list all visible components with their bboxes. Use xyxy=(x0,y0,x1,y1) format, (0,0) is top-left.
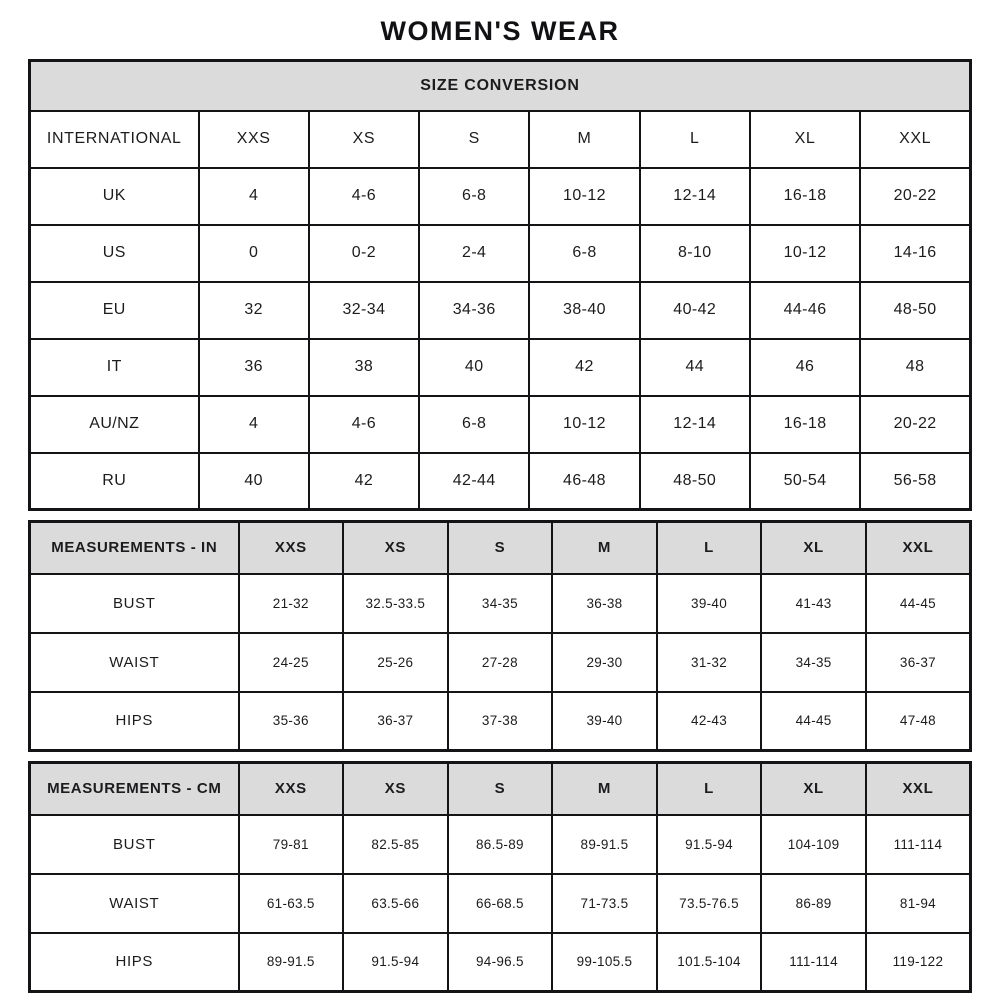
value-cell: 4-6 xyxy=(309,168,419,225)
value-cell: 48 xyxy=(860,339,970,396)
measurements-cm-table-body xyxy=(30,763,971,992)
value-cell: 46-48 xyxy=(529,453,639,510)
value-cell: 89-91.5 xyxy=(239,933,344,992)
value-cell: 99-105.5 xyxy=(552,933,657,992)
table-row xyxy=(30,574,971,633)
value-cell: 61-63.5 xyxy=(239,874,344,933)
value-cell: 25-26 xyxy=(343,633,448,692)
value-cell: 119-122 xyxy=(866,933,971,992)
value-cell: 34-36 xyxy=(419,282,529,339)
value-cell: 40 xyxy=(419,339,529,396)
value-cell: 111-114 xyxy=(866,815,971,874)
value-cell: 4-6 xyxy=(309,396,419,453)
row-label: US xyxy=(30,225,199,282)
column-header-cell: XXS xyxy=(239,763,344,815)
value-cell: 89-91.5 xyxy=(552,815,657,874)
row-label: BUST xyxy=(30,815,239,874)
value-cell: 44-45 xyxy=(866,574,971,633)
value-cell: 82.5-85 xyxy=(343,815,448,874)
value-cell: 101.5-104 xyxy=(657,933,762,992)
measurements-in-table-body xyxy=(30,522,971,751)
row-label: BUST xyxy=(30,574,239,633)
value-cell: 104-109 xyxy=(761,815,866,874)
value-cell: 86-89 xyxy=(761,874,866,933)
column-header-cell: XS xyxy=(343,522,448,574)
column-header-cell: XS xyxy=(309,111,419,168)
row-label: AU/NZ xyxy=(30,396,199,453)
value-cell: 36 xyxy=(199,339,309,396)
row-label: HIPS xyxy=(30,933,239,992)
column-header-cell: XL xyxy=(761,763,866,815)
table-header-label: MEASUREMENTS - IN xyxy=(30,522,239,574)
value-cell: 32.5-33.5 xyxy=(343,574,448,633)
column-header-cell: XL xyxy=(761,522,866,574)
row-label: IT xyxy=(30,339,199,396)
value-cell: 20-22 xyxy=(860,396,970,453)
size-conversion-table xyxy=(28,59,972,511)
table-row xyxy=(30,692,971,751)
column-header-row xyxy=(30,111,971,168)
value-cell: 12-14 xyxy=(640,168,750,225)
column-header-cell: XXL xyxy=(866,522,971,574)
value-cell: 38 xyxy=(309,339,419,396)
value-cell: 40-42 xyxy=(640,282,750,339)
column-header-row xyxy=(30,522,971,574)
column-header-cell: XS xyxy=(343,763,448,815)
value-cell: 48-50 xyxy=(640,453,750,510)
value-cell: 40 xyxy=(199,453,309,510)
table-header-label: MEASUREMENTS - CM xyxy=(30,763,239,815)
table-header-band: SIZE CONVERSION xyxy=(30,61,971,111)
table-row xyxy=(30,453,971,510)
value-cell: 32-34 xyxy=(309,282,419,339)
value-cell: 42 xyxy=(309,453,419,510)
value-cell: 39-40 xyxy=(552,692,657,751)
column-header-cell: L xyxy=(657,763,762,815)
column-header-cell: XXS xyxy=(199,111,309,168)
table-row xyxy=(30,396,971,453)
value-cell: 10-12 xyxy=(750,225,860,282)
value-cell: 0 xyxy=(199,225,309,282)
value-cell: 6-8 xyxy=(419,168,529,225)
value-cell: 37-38 xyxy=(448,692,553,751)
value-cell: 66-68.5 xyxy=(448,874,553,933)
value-cell: 16-18 xyxy=(750,396,860,453)
value-cell: 35-36 xyxy=(239,692,344,751)
column-header-cell: INTERNATIONAL xyxy=(30,111,199,168)
value-cell: 36-37 xyxy=(866,633,971,692)
value-cell: 34-35 xyxy=(761,633,866,692)
size-conversion-table-body xyxy=(30,61,971,510)
table-row xyxy=(30,168,971,225)
value-cell: 6-8 xyxy=(529,225,639,282)
value-cell: 91.5-94 xyxy=(343,933,448,992)
value-cell: 2-4 xyxy=(419,225,529,282)
value-cell: 46 xyxy=(750,339,860,396)
value-cell: 48-50 xyxy=(860,282,970,339)
value-cell: 63.5-66 xyxy=(343,874,448,933)
value-cell: 4 xyxy=(199,396,309,453)
value-cell: 50-54 xyxy=(750,453,860,510)
value-cell: 79-81 xyxy=(239,815,344,874)
column-header-cell: M xyxy=(529,111,639,168)
column-header-cell: XL xyxy=(750,111,860,168)
value-cell: 14-16 xyxy=(860,225,970,282)
value-cell: 47-48 xyxy=(866,692,971,751)
value-cell: 32 xyxy=(199,282,309,339)
table-row xyxy=(30,874,971,933)
measurements-cm-table xyxy=(28,761,972,993)
table-row xyxy=(30,815,971,874)
table-row xyxy=(30,225,971,282)
value-cell: 81-94 xyxy=(866,874,971,933)
value-cell: 44 xyxy=(640,339,750,396)
row-label: WAIST xyxy=(30,633,239,692)
value-cell: 8-10 xyxy=(640,225,750,282)
value-cell: 36-38 xyxy=(552,574,657,633)
column-header-cell: S xyxy=(448,763,553,815)
value-cell: 42-44 xyxy=(419,453,529,510)
column-header-cell: S xyxy=(419,111,529,168)
value-cell: 91.5-94 xyxy=(657,815,762,874)
value-cell: 111-114 xyxy=(761,933,866,992)
row-label: EU xyxy=(30,282,199,339)
value-cell: 36-37 xyxy=(343,692,448,751)
table-row xyxy=(30,633,971,692)
column-header-cell: M xyxy=(552,763,657,815)
value-cell: 24-25 xyxy=(239,633,344,692)
value-cell: 6-8 xyxy=(419,396,529,453)
table-header-band-row xyxy=(30,61,971,111)
value-cell: 44-45 xyxy=(761,692,866,751)
value-cell: 94-96.5 xyxy=(448,933,553,992)
value-cell: 20-22 xyxy=(860,168,970,225)
row-label: UK xyxy=(30,168,199,225)
value-cell: 21-32 xyxy=(239,574,344,633)
value-cell: 86.5-89 xyxy=(448,815,553,874)
value-cell: 10-12 xyxy=(529,168,639,225)
value-cell: 44-46 xyxy=(750,282,860,339)
column-header-row xyxy=(30,763,971,815)
table-row xyxy=(30,282,971,339)
value-cell: 38-40 xyxy=(529,282,639,339)
value-cell: 56-58 xyxy=(860,453,970,510)
value-cell: 10-12 xyxy=(529,396,639,453)
value-cell: 41-43 xyxy=(761,574,866,633)
measurements-in-table xyxy=(28,520,972,752)
row-label: WAIST xyxy=(30,874,239,933)
page-title: WOMEN'S WEAR xyxy=(380,16,620,46)
column-header-cell: XXS xyxy=(239,522,344,574)
column-header-cell: XXL xyxy=(860,111,970,168)
value-cell: 0-2 xyxy=(309,225,419,282)
value-cell: 42 xyxy=(529,339,639,396)
table-row xyxy=(30,933,971,992)
value-cell: 27-28 xyxy=(448,633,553,692)
value-cell: 71-73.5 xyxy=(552,874,657,933)
value-cell: 29-30 xyxy=(552,633,657,692)
column-header-cell: L xyxy=(640,111,750,168)
value-cell: 42-43 xyxy=(657,692,762,751)
table-row xyxy=(30,339,971,396)
value-cell: 73.5-76.5 xyxy=(657,874,762,933)
value-cell: 16-18 xyxy=(750,168,860,225)
column-header-cell: S xyxy=(448,522,553,574)
value-cell: 4 xyxy=(199,168,309,225)
row-label: HIPS xyxy=(30,692,239,751)
column-header-cell: M xyxy=(552,522,657,574)
column-header-cell: L xyxy=(657,522,762,574)
value-cell: 39-40 xyxy=(657,574,762,633)
value-cell: 12-14 xyxy=(640,396,750,453)
value-cell: 34-35 xyxy=(448,574,553,633)
column-header-cell: XXL xyxy=(866,763,971,815)
row-label: RU xyxy=(30,453,199,510)
value-cell: 31-32 xyxy=(657,633,762,692)
tables-container xyxy=(28,59,972,993)
